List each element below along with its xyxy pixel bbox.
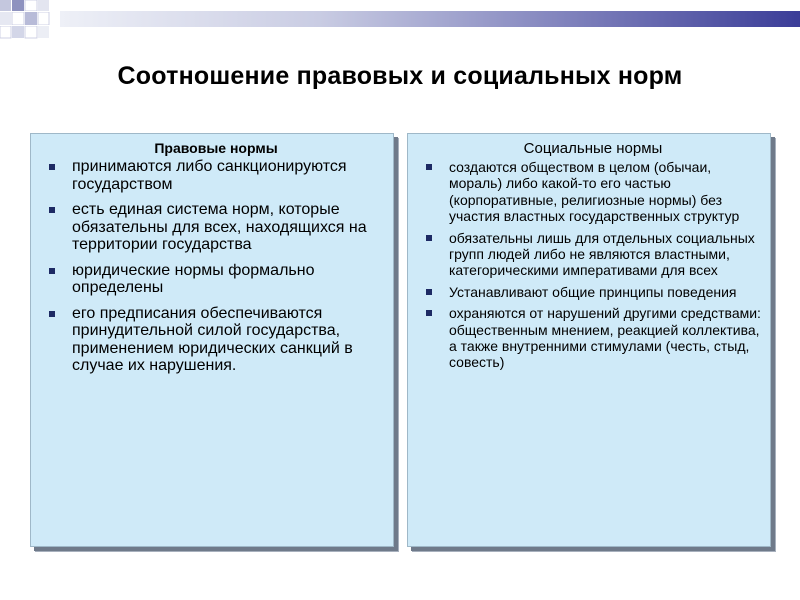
list-item-text: обязательны лишь для отдельных социальных групп людей либо не являются властными, категорическими императивами для всех xyxy=(449,229,755,279)
square-bullet-icon xyxy=(426,235,432,241)
legal-norms-list xyxy=(47,158,385,375)
square-bullet-icon xyxy=(426,289,432,295)
social-norms-list xyxy=(424,159,762,371)
list-item xyxy=(47,305,385,375)
square-bullet-icon xyxy=(49,268,55,274)
square-bullet-icon xyxy=(49,311,55,317)
gradient-bar xyxy=(60,11,800,27)
list-item xyxy=(424,230,762,279)
header-decoration xyxy=(0,0,800,44)
list-item-text: юридические нормы формально определены xyxy=(72,261,315,296)
square-bullet-icon xyxy=(426,164,432,170)
legal-norms-panel xyxy=(30,133,394,547)
square-bullet-icon xyxy=(49,207,55,213)
list-item xyxy=(424,305,762,371)
square-bullet-icon xyxy=(426,310,432,316)
list-item-text: охраняются от нарушений другими средствами: общественным мнением, реакцией коллектива, а также внутренними стимулами (честь, стыд, совесть) xyxy=(449,305,761,371)
legal-norms-heading: Правовые нормы xyxy=(154,140,278,156)
list-item xyxy=(47,262,385,297)
list-item xyxy=(424,159,762,225)
list-item-text: создаются обществом в целом (обычаи, мораль) либо какой-то его частью (корпоративные, религиозные нормы) без участия властных государственных структур xyxy=(449,159,740,225)
page-title: Соотношение правовых и социальных норм xyxy=(117,62,683,90)
list-item xyxy=(424,284,762,300)
social-norms-panel xyxy=(407,133,771,547)
list-item xyxy=(47,158,385,193)
list-item xyxy=(47,201,385,254)
social-norms-heading: Социальные нормы xyxy=(523,140,663,157)
list-item-text: есть единая система норм, которые обязательны для всех, находящихся на территории государства xyxy=(72,201,367,253)
list-item-text: его предписания обеспечиваются принудительной силой государства, применением юридических санкций в случае их нарушения. xyxy=(72,304,353,374)
square-bullet-icon xyxy=(49,164,55,170)
list-item-text: Устанавливают общие принципы поведения xyxy=(449,283,737,300)
list-item-text: принимаются либо санкционируются государством xyxy=(72,158,347,193)
